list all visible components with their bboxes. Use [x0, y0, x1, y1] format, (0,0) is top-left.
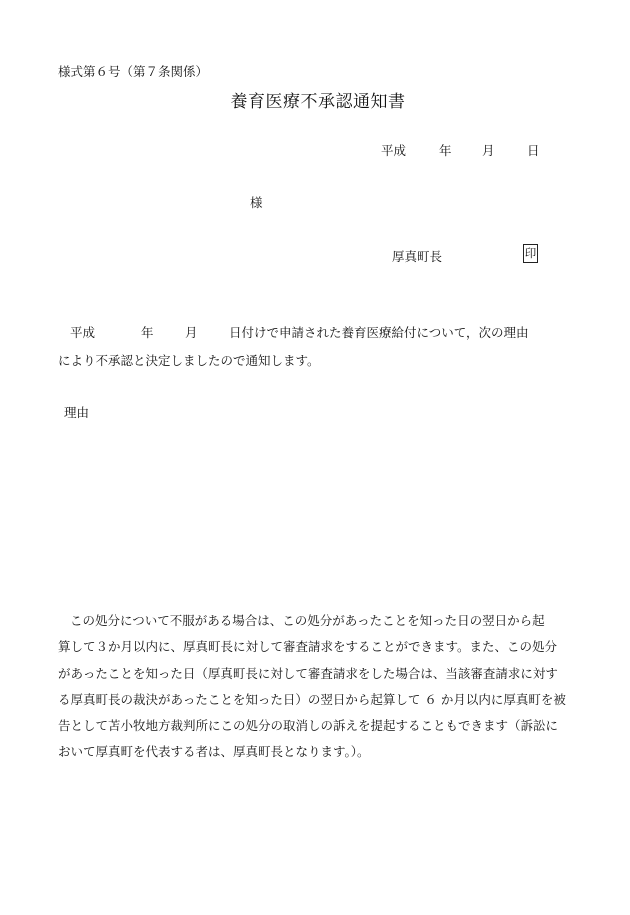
addressee-honorific: 様: [250, 195, 263, 210]
issuer-name: 厚真町長: [392, 249, 443, 264]
body-year-label: 年: [141, 325, 154, 340]
notice-line: この処分について不服がある場合は、この処分があったことを知った日の翌日から起: [70, 613, 545, 628]
appeal-notice: [58, 612, 578, 770]
notice-line: る厚真町長の裁決があったことを知った日）の翌日から起算して ６ か月以内に厚真町を被: [58, 691, 566, 707]
notice-line: 算して３か月以内に、厚真町長に対して審査請求をすることができます。また、この処分: [58, 639, 558, 655]
seal-mark: 印: [523, 244, 538, 263]
document-title: 養育医療不承認通知書: [230, 92, 406, 112]
notice-line: があったことを知った日（厚真町長に対して審査請求をした場合は、当該審査請求に対す: [58, 665, 558, 681]
body-month-label: 月: [185, 325, 198, 340]
notice-line: おいて厚真町を代表する者は、厚真町長となります。）。: [58, 744, 370, 760]
date-era-label: 平成: [381, 143, 407, 158]
date-month-label: 月: [482, 143, 495, 158]
date-year-label: 年: [439, 143, 452, 158]
reason-label: 理由: [64, 405, 90, 420]
body-line-1: 日付けで申請された養育医療給付について，次の理由: [229, 325, 529, 340]
form-number: 様式第６号（第７条関係）: [58, 64, 209, 79]
body-era-label: 平成: [70, 325, 96, 340]
notice-line: 告として苫小牧地方裁判所にこの処分の取消しの訴えを提起することもできます（訴訟に: [58, 718, 559, 734]
date-day-label: 日: [527, 143, 540, 158]
body-line-2: により不承認と決定しましたので通知します。: [58, 353, 320, 368]
